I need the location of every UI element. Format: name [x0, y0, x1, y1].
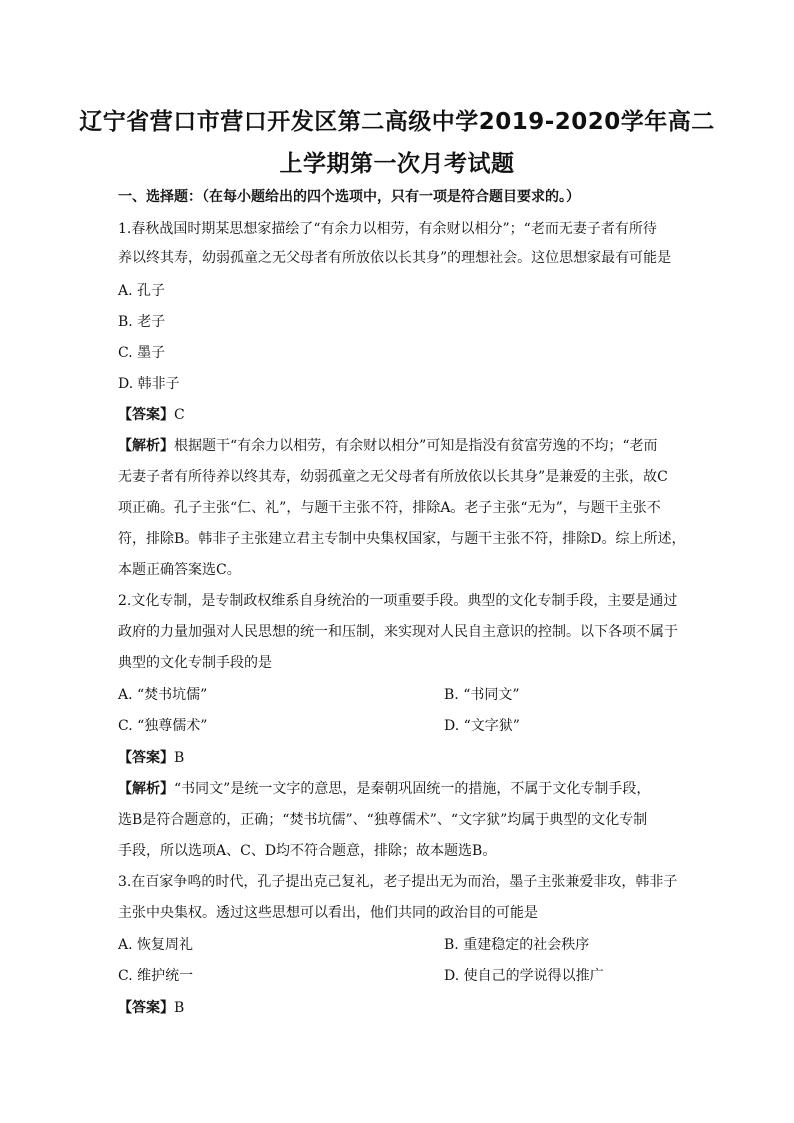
q1-stem-line-2: 养以终其寿，幼弱孤童之无父母者有所放依以长其身”的理想社会。这位思想家最有可能是 [118, 250, 672, 266]
q1-option-a: A. 孔子 [118, 283, 166, 299]
q2-analysis-line-2: 选B是符合题意的，正确；“焚书坑儒”、“独尊儒术”、“文字狱”均属于典型的文化专制 [118, 812, 648, 828]
q3-option-b: B. 重建稳定的社会秩序 [444, 937, 590, 953]
q3-stem-line-1: 3.在百家争鸣的时代，孔子提出克己复礼，老子提出无为而治，墨子主张兼爱非攻，韩非子 [118, 874, 678, 890]
q2-option-b: B. “书同文” [444, 687, 520, 703]
q2-option-d: D. “文字狱” [444, 718, 520, 734]
answer-tag: 【答案】 [118, 750, 174, 766]
analysis-text: 根据题干“有余力以相劳，有余财以相分”可知是指没有贫富劳逸的不均；“老而 [174, 438, 658, 454]
q1-analysis-line-3: 项正确。孔子主张“仁、礼”，与题干主张不符，排除A。老子主张“无为”，与题干主张不 [118, 500, 661, 516]
q1-analysis-line-2: 无妻子者有所待养以终其寿，幼弱孤童之无父母者有所放依以长其身”是兼爱的主张，故C [118, 469, 668, 485]
q1-option-b: B. 老子 [118, 314, 166, 330]
q1-analysis-line-4: 符，排除B。韩非子主张建立君主专制中央集权国家，与题干主张不符，排除D。综上所述， [118, 531, 686, 547]
q2-option-c: C. “独尊儒术” [118, 718, 208, 734]
q2-answer [118, 748, 678, 768]
q2-analysis-line-1 [118, 779, 678, 799]
q1-answer [118, 405, 678, 425]
q2-option-a: A. “焚书坑儒” [118, 687, 208, 703]
q1-stem-line-1: 1.春秋战国时期某思想家描绘了“有余力以相劳，有余财以相分”；“老而无妻子者有所待 [118, 221, 657, 237]
answer-tag: 【答案】 [118, 407, 174, 423]
q1-option-d: D. 韩非子 [118, 376, 180, 392]
q1-option-c: C. 墨子 [118, 345, 166, 361]
answer-value: C [174, 407, 185, 423]
answer-value: B [174, 1000, 185, 1016]
analysis-text: “书同文”是统一文字的意思，是秦朝巩固统一的措施，不属于文化专制手段， [174, 781, 651, 797]
page-title-line-2: 上学期第一次月考试题 [279, 151, 515, 177]
q2-stem-line-2: 政府的力量加强对人民思想的统一和压制，来实现对人民自主意识的控制。以下各项不属于 [118, 624, 678, 640]
q3-option-c: C. 维护统一 [118, 968, 194, 984]
q3-option-d: D. 使自己的学说得以推广 [444, 968, 604, 984]
answer-value: B [174, 750, 185, 766]
q3-answer [118, 998, 678, 1018]
q2-analysis-line-3: 手段，所以选项A、C、D均不符合题意，排除；故本题选B。 [118, 843, 497, 859]
q1-analysis-line-5: 本题正确答案选C。 [118, 562, 241, 578]
q2-stem-line-1: 2.文化专制，是专制政权维系自身统治的一项重要手段。典型的文化专制手段，主要是通过 [118, 593, 678, 609]
analysis-tag: 【解析】 [118, 438, 174, 454]
answer-tag: 【答案】 [118, 1000, 174, 1016]
q2-stem-line-3: 典型的文化专制手段的是 [118, 655, 272, 671]
section-heading: 一、选择题：（在每小题给出的四个选项中，只有一项是符合题目要求的。） [118, 189, 580, 205]
analysis-tag: 【解析】 [118, 781, 174, 797]
page-title-line-1: 辽宁省营口市营口开发区第二高级中学2019-2020学年高二 [79, 109, 715, 135]
q1-analysis-line-1 [118, 436, 678, 456]
q3-stem-line-2: 主张中央集权。透过这些思想可以看出，他们共同的政治目的可能是 [118, 905, 538, 921]
q3-option-a: A. 恢复周礼 [118, 937, 194, 953]
